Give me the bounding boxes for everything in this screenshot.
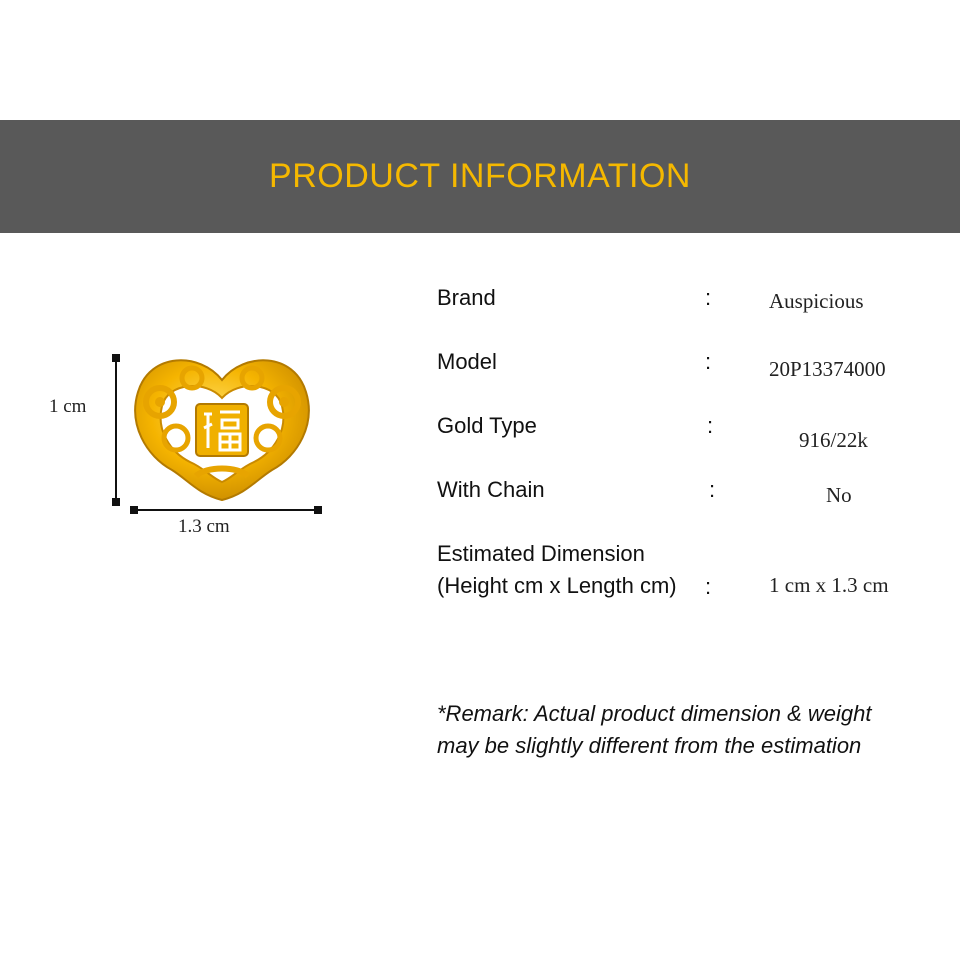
gold-pendant-image: [135, 360, 309, 500]
dimension-value: 1 cm x 1.3 cm: [769, 573, 889, 597]
dimension-colon: :: [705, 574, 712, 599]
length-dimension-marker: [130, 506, 322, 514]
model-colon: :: [705, 349, 712, 374]
page-title: PRODUCT INFORMATION: [269, 157, 691, 195]
gold-type-label: Gold Type: [437, 413, 537, 438]
product-figure: [0, 0, 400, 600]
brand-label: Brand: [437, 285, 496, 310]
height-label: 1 cm: [49, 396, 87, 417]
model-value: 20P13374000: [769, 357, 886, 381]
length-label: 1.3 cm: [178, 516, 230, 537]
remark-note: [437, 698, 947, 762]
remark-line2: may be slightly different from the estimation: [437, 733, 862, 758]
brand-colon: :: [705, 285, 712, 310]
dimension-label-line1: Estimated Dimension: [437, 541, 645, 566]
with-chain-colon: :: [709, 477, 716, 502]
gold-type-colon: :: [707, 413, 714, 438]
brand-value: Auspicious: [769, 289, 864, 313]
model-label: Model: [437, 349, 497, 374]
gold-type-value: 916/22k: [799, 428, 868, 452]
with-chain-label: With Chain: [437, 477, 545, 502]
dimension-label-line2: (Height cm x Length cm): [437, 573, 677, 598]
with-chain-value: No: [826, 483, 852, 507]
remark-line1: *Remark: Actual product dimension & weight: [437, 701, 872, 726]
height-dimension-marker: [112, 354, 120, 506]
